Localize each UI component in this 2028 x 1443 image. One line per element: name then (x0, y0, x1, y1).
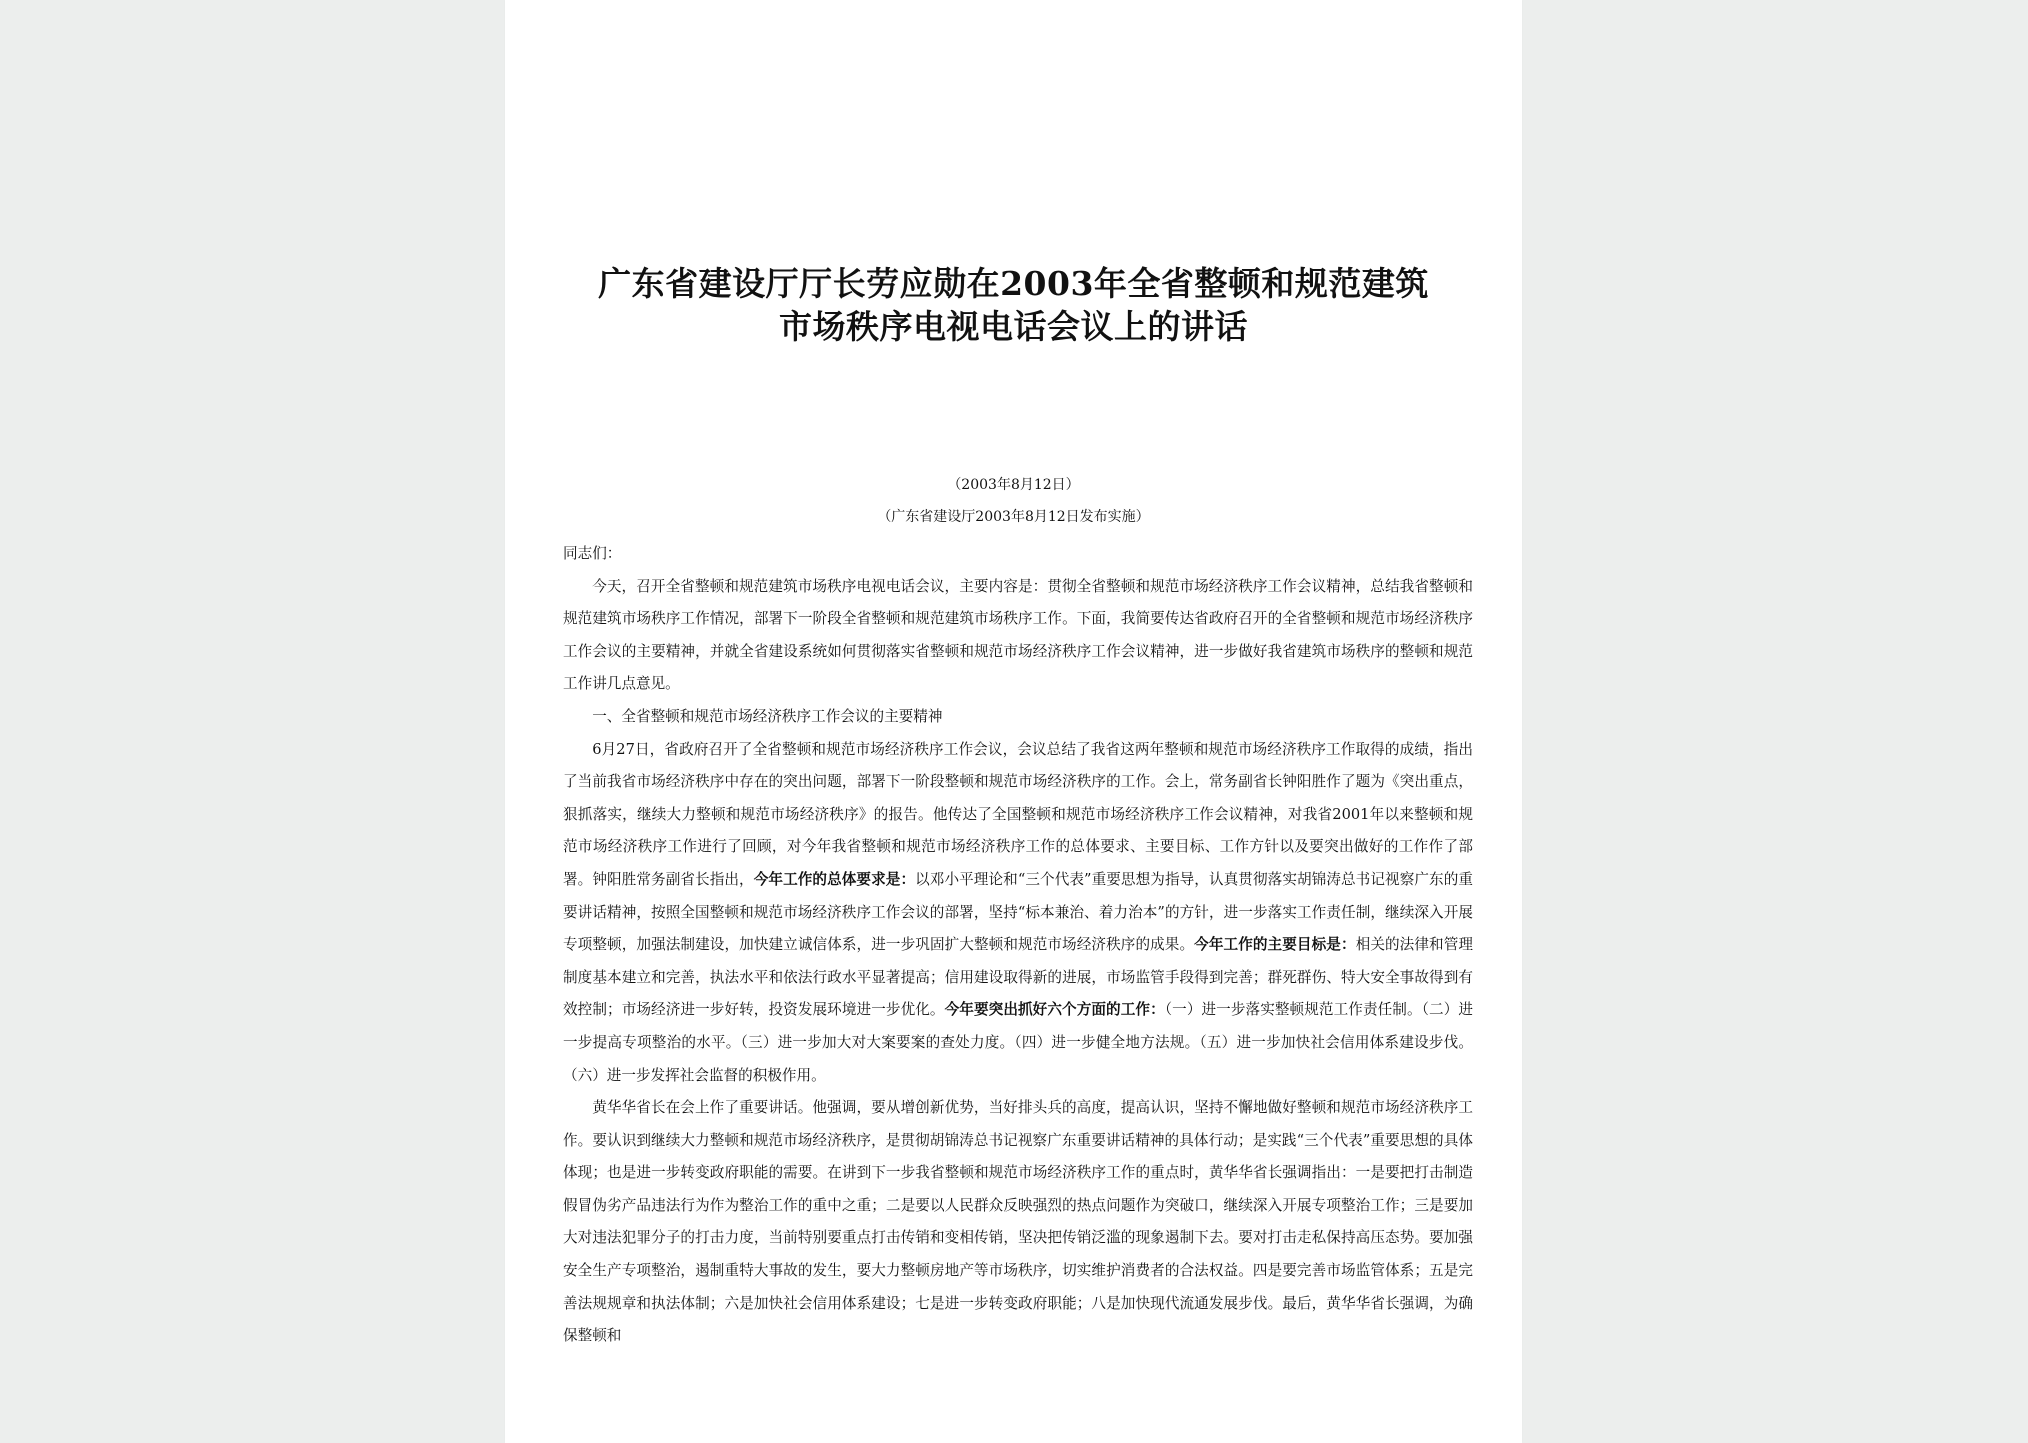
document-date: （2003年8月12日） (947, 477, 1080, 493)
document-page (505, 0, 1522, 1443)
bold-phrase-main-goals: 今年工作的主要目标是： (1194, 936, 1356, 954)
greeting: 同志们： (563, 545, 622, 562)
section-heading-1: 一、全省整顿和规范市场经济秩序工作会议的主要精神 (592, 707, 943, 725)
paragraph-text: （一）进一步落实整顿规范工作责任制。（二）进一步提高专项整治的水平。（三）进一步加大对大案要案的查处力度。（四）进一步健全地方法规。（五）进一步加快社会信用体系建设步伐。（六）进一步发挥社会监督的积极作用。 (563, 1001, 1473, 1084)
document-body (563, 538, 1473, 1353)
bold-phrase-six-tasks: 今年要突出抓好六个方面的工作： (944, 1001, 1165, 1019)
bold-phrase-overall-requirement: 今年工作的总体要求是： (753, 870, 916, 888)
title-line-2: 市场秩序电视电话会议上的讲话 (779, 307, 1248, 346)
document-title (505, 262, 1522, 348)
paragraph-text: 以邓小平理论和“三个代表”重要思想为指导，认真贯彻落实胡锦涛总书记视察广东的重要讲话精神，按照全国整顿和规范市场经济秩序工作会议的部署，坚持“标本兼治、着力治本”的方针，进一步落实工作责任制，继续深入开展专项整顿，加强法制建设，加快建立诚信体系，进一步巩固扩大整顿和规范市场经济秩序的成果。 (563, 870, 1473, 954)
paragraph-intro: 今天，召开全省整顿和规范建筑市场秩序电视电话会议，主要内容是：贯彻全省整顿和规范市场经济秩序工作会议精神，总结我省整顿和规范建筑市场秩序工作情况，部署下一阶段全省整顿和规范建筑市场秩序工作。下面，我简要传达省政府召开的全省整顿和规范市场经济秩序工作会议的主要精神，并就全省建设系统如何贯彻落实省整顿和规范市场经济秩序工作会议精神，进一步做好我省建筑市场秩序的整顿和规范工作讲几点意见。 (563, 577, 1473, 693)
paragraph-meeting-summary (563, 734, 1473, 1093)
paragraph-text: 6月27日，省政府召开了全省整顿和规范市场经济秩序工作会议，会议总结了我省这两年整顿和规范市场经济秩序工作取得的成绩，指出了当前我省市场经济秩序中存在的突出问题，部署下一阶段整顿和规范市场经济秩序的工作。会上，常务副省长钟阳胜作了题为《突出重点，狠抓落实，继续大力整顿和规范市场经济秩序》的报告。他传达了全国整顿和规范市场经济秩序工作会议精神，对我省2001年以来整顿和规范市场经济秩序工作进行了回顾，对今年我省整顿和规范市场经济秩序工作的总体要求、主要目标、工作方针以及要突出做好的工作作了部署。钟阳胜常务副省长指出， (563, 740, 1473, 888)
paragraph-governor-speech: 黄华华省长在会上作了重要讲话。他强调，要从增创新优势，当好排头兵的高度，提高认识，坚持不懈地做好整顿和规范市场经济秩序工作。要认识到继续大力整顿和规范市场经济秩序，是贯彻胡锦涛总书记视察广东重要讲话精神的具体行动；是实践“三个代表”重要思想的具体体现；也是进一步转变政府职能的需要。在讲到下一步我省整顿和规范市场经济秩序工作的重点时，黄华华省长强调指出：一是要把打击制造假冒伪劣产品违法行为作为整治工作的重中之重；二是要以人民群众反映强烈的热点问题作为突破口，继续深入开展专项整治工作；三是要加大对违法犯罪分子的打击力度，当前特别要重点打击传销和变相传销，坚决把传销泛滥的现象遏制下去。要对打击走私保持高压态势。要加强安全生产专项整治，遏制重特大事故的发生，要大力整顿房地产等市场秩序，切实维护消费者的合法权益。四是要完善市场监管体系；五是完善法规规章和执法体制；六是加快社会信用体系建设；七是进一步转变政府职能；八是加快现代流通发展步伐。最后，黄华华省长强调，为确保整顿和 (563, 1099, 1473, 1345)
issuing-note: （广东省建设厅2003年8月12日发布实施） (877, 509, 1150, 525)
title-line-1: 广东省建设厅厅长劳应勋在2003年全省整顿和规范建筑 (598, 264, 1429, 303)
paragraph-text: 相关的法律和管理制度基本建立和完善，执法水平和依法行政水平显著提高；信用建设取得新的进展，市场监管手段得到完善；群死群伤、特大安全事故得到有效控制；市场经济进一步好转，投资发展环境进一步优化。 (563, 936, 1473, 1019)
